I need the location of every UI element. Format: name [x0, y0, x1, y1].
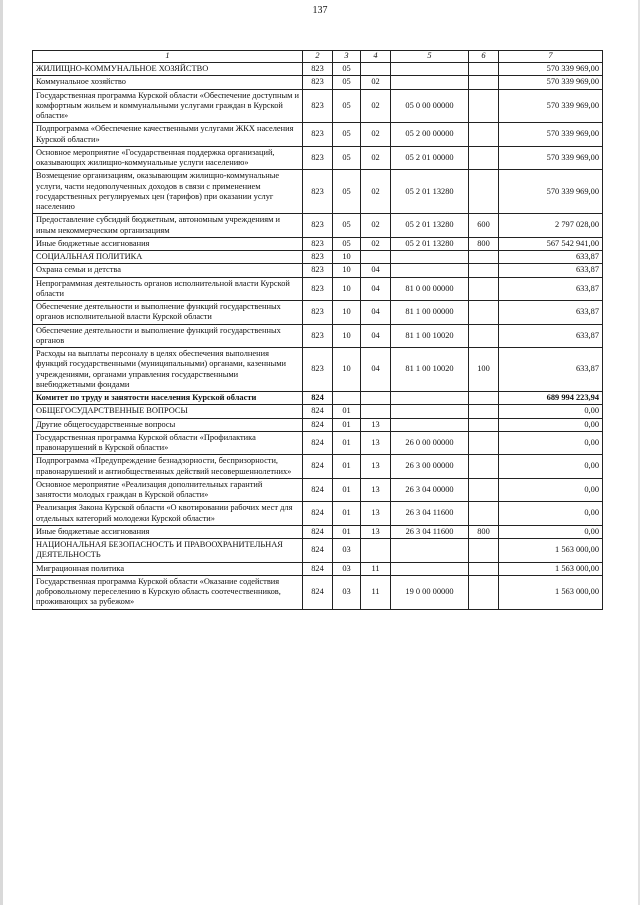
- row-amount-cell: 2 797 028,00: [499, 214, 603, 238]
- row-department-code-cell: 823: [303, 89, 333, 123]
- row-target-article-cell: [391, 392, 469, 405]
- row-section-code-cell: [333, 392, 361, 405]
- column-header: 6: [469, 51, 499, 63]
- row-department-code-cell: 824: [303, 392, 333, 405]
- row-target-article-cell: 19 0 00 00000: [391, 575, 469, 609]
- row-name-cell: Расходы на выплаты персоналу в целях обеспечения выполнения функций государственными (муниципальными) органами, казенными учреждениями, органами управления государственными внебюджетными фондами: [33, 348, 303, 392]
- row-target-article-cell: 26 0 00 00000: [391, 431, 469, 455]
- row-expense-type-cell: [469, 301, 499, 325]
- row-department-code-cell: 823: [303, 170, 333, 214]
- row-amount-cell: 0,00: [499, 525, 603, 538]
- row-expense-type-cell: 800: [469, 525, 499, 538]
- row-section-code-cell: 05: [333, 146, 361, 170]
- row-department-code-cell: 824: [303, 405, 333, 418]
- row-department-code-cell: 823: [303, 214, 333, 238]
- row-target-article-cell: [391, 418, 469, 431]
- row-section-code-cell: 05: [333, 214, 361, 238]
- row-target-article-cell: 26 3 04 11600: [391, 502, 469, 526]
- row-expense-type-cell: [469, 89, 499, 123]
- row-subsection-code-cell: 13: [361, 431, 391, 455]
- row-amount-cell: 633,87: [499, 251, 603, 264]
- table-body: [33, 63, 603, 610]
- row-subsection-code-cell: 13: [361, 525, 391, 538]
- table-row: [33, 392, 603, 405]
- row-amount-cell: 633,87: [499, 301, 603, 325]
- row-department-code-cell: 824: [303, 562, 333, 575]
- row-section-code-cell: 03: [333, 539, 361, 563]
- row-department-code-cell: 823: [303, 264, 333, 277]
- table-row: [33, 348, 603, 392]
- column-header: 7: [499, 51, 603, 63]
- row-amount-cell: 633,87: [499, 324, 603, 348]
- row-section-code-cell: 01: [333, 502, 361, 526]
- row-target-article-cell: [391, 63, 469, 76]
- table-row: [33, 146, 603, 170]
- table-row: [33, 277, 603, 301]
- row-section-code-cell: 10: [333, 324, 361, 348]
- row-section-code-cell: 01: [333, 525, 361, 538]
- row-target-article-cell: 26 3 04 11600: [391, 525, 469, 538]
- column-header: 2: [303, 51, 333, 63]
- row-target-article-cell: [391, 76, 469, 89]
- row-department-code-cell: 824: [303, 431, 333, 455]
- row-department-code-cell: 824: [303, 478, 333, 502]
- budget-table: [32, 50, 603, 610]
- row-subsection-code-cell: 02: [361, 89, 391, 123]
- row-expense-type-cell: 600: [469, 214, 499, 238]
- table-row: [33, 63, 603, 76]
- row-amount-cell: 0,00: [499, 455, 603, 479]
- table-row: [33, 455, 603, 479]
- column-header: 5: [391, 51, 469, 63]
- row-amount-cell: 689 994 223,94: [499, 392, 603, 405]
- row-subsection-code-cell: [361, 63, 391, 76]
- row-target-article-cell: 05 2 01 00000: [391, 146, 469, 170]
- row-department-code-cell: 823: [303, 123, 333, 147]
- row-expense-type-cell: [469, 251, 499, 264]
- row-amount-cell: 570 339 969,00: [499, 170, 603, 214]
- row-subsection-code-cell: 13: [361, 418, 391, 431]
- row-amount-cell: 1 563 000,00: [499, 539, 603, 563]
- row-name-cell: Реализация Закона Курской области «О квотировании рабочих мест для отдельных категорий молодежи Курской области»: [33, 502, 303, 526]
- row-name-cell: Обеспечение деятельности и выполнение функций государственных органов: [33, 324, 303, 348]
- row-name-cell: Непрограммная деятельность органов исполнительной власти Курской области: [33, 277, 303, 301]
- row-section-code-cell: 01: [333, 418, 361, 431]
- row-section-code-cell: 01: [333, 455, 361, 479]
- row-expense-type-cell: [469, 539, 499, 563]
- row-name-cell: Государственная программа Курской области «Профилактика правонарушений в Курской области»: [33, 431, 303, 455]
- row-expense-type-cell: [469, 277, 499, 301]
- row-name-cell: Государственная программа Курской области «Обеспечение доступным и комфортным жильем и коммунальными услугами граждан в Курской области»: [33, 89, 303, 123]
- row-section-code-cell: 03: [333, 562, 361, 575]
- row-department-code-cell: 823: [303, 146, 333, 170]
- row-subsection-code-cell: [361, 392, 391, 405]
- table-row: [33, 431, 603, 455]
- table-row: [33, 502, 603, 526]
- row-expense-type-cell: 800: [469, 237, 499, 250]
- row-amount-cell: 0,00: [499, 418, 603, 431]
- row-expense-type-cell: [469, 455, 499, 479]
- row-department-code-cell: 823: [303, 348, 333, 392]
- row-name-cell: Комитет по труду и занятости населения Курской области: [33, 392, 303, 405]
- row-department-code-cell: 824: [303, 455, 333, 479]
- table-row: [33, 214, 603, 238]
- row-department-code-cell: 823: [303, 251, 333, 264]
- table-row: [33, 301, 603, 325]
- row-subsection-code-cell: 04: [361, 264, 391, 277]
- row-expense-type-cell: [469, 478, 499, 502]
- row-expense-type-cell: [469, 264, 499, 277]
- row-amount-cell: 570 339 969,00: [499, 76, 603, 89]
- row-section-code-cell: 10: [333, 348, 361, 392]
- row-target-article-cell: 26 3 00 00000: [391, 455, 469, 479]
- row-amount-cell: 1 563 000,00: [499, 575, 603, 609]
- row-name-cell: Обеспечение деятельности и выполнение функций государственных органов исполнительной власти Курской области: [33, 301, 303, 325]
- table-row: [33, 123, 603, 147]
- row-subsection-code-cell: 02: [361, 76, 391, 89]
- row-section-code-cell: 05: [333, 63, 361, 76]
- table-row: [33, 170, 603, 214]
- row-expense-type-cell: [469, 418, 499, 431]
- row-amount-cell: 633,87: [499, 348, 603, 392]
- row-expense-type-cell: [469, 392, 499, 405]
- table-row: [33, 418, 603, 431]
- row-section-code-cell: 01: [333, 405, 361, 418]
- row-section-code-cell: 10: [333, 264, 361, 277]
- table-row: [33, 324, 603, 348]
- page-number: 137: [312, 5, 328, 16]
- row-name-cell: Возмещение организациям, оказывающим жилищно-коммунальные услуги, части недополученных доходов в связи с применением государственных регулируемых цен (тарифов) при оказании услуг населению: [33, 170, 303, 214]
- row-target-article-cell: [391, 405, 469, 418]
- row-department-code-cell: 824: [303, 418, 333, 431]
- row-target-article-cell: 81 0 00 00000: [391, 277, 469, 301]
- column-header: 1: [33, 51, 303, 63]
- row-department-code-cell: 824: [303, 575, 333, 609]
- row-section-code-cell: 05: [333, 237, 361, 250]
- row-department-code-cell: 823: [303, 324, 333, 348]
- row-section-code-cell: 03: [333, 575, 361, 609]
- row-name-cell: Охрана семьи и детства: [33, 264, 303, 277]
- row-name-cell: Подпрограмма «Предупреждение безнадзорности, беспризорности, правонарушений и антиобщественных действий несовершеннолетних»: [33, 455, 303, 479]
- row-name-cell: Предоставление субсидий бюджетным, автономным учреждениям и иным некоммерческим организациям: [33, 214, 303, 238]
- row-target-article-cell: 26 3 04 00000: [391, 478, 469, 502]
- row-amount-cell: 570 339 969,00: [499, 63, 603, 76]
- row-section-code-cell: 10: [333, 277, 361, 301]
- row-subsection-code-cell: 02: [361, 146, 391, 170]
- row-expense-type-cell: 100: [469, 348, 499, 392]
- row-amount-cell: 633,87: [499, 277, 603, 301]
- table-row: [33, 251, 603, 264]
- table-row: [33, 405, 603, 418]
- row-amount-cell: 0,00: [499, 431, 603, 455]
- row-name-cell: Государственная программа Курской области «Оказание содействия добровольному переселению в Курскую область соотечественников, проживающих за рубежом»: [33, 575, 303, 609]
- row-expense-type-cell: [469, 575, 499, 609]
- row-name-cell: Миграционная политика: [33, 562, 303, 575]
- row-target-article-cell: 05 0 00 00000: [391, 89, 469, 123]
- row-expense-type-cell: [469, 562, 499, 575]
- row-section-code-cell: 05: [333, 89, 361, 123]
- row-section-code-cell: 10: [333, 251, 361, 264]
- row-department-code-cell: 823: [303, 277, 333, 301]
- table-row: [33, 525, 603, 538]
- table-row: [33, 76, 603, 89]
- row-expense-type-cell: [469, 324, 499, 348]
- row-target-article-cell: [391, 264, 469, 277]
- row-amount-cell: 0,00: [499, 502, 603, 526]
- table-row: [33, 562, 603, 575]
- row-name-cell: Подпрограмма «Обеспечение качественными услугами ЖКХ населения Курской области»: [33, 123, 303, 147]
- row-name-cell: НАЦИОНАЛЬНАЯ БЕЗОПАСНОСТЬ И ПРАВООХРАНИТЕЛЬНАЯ ДЕЯТЕЛЬНОСТЬ: [33, 539, 303, 563]
- row-section-code-cell: 05: [333, 170, 361, 214]
- row-target-article-cell: 81 1 00 10020: [391, 324, 469, 348]
- table-row: [33, 89, 603, 123]
- table-row: [33, 264, 603, 277]
- row-name-cell: Другие общегосударственные вопросы: [33, 418, 303, 431]
- row-amount-cell: 570 339 969,00: [499, 123, 603, 147]
- row-name-cell: ЖИЛИЩНО-КОММУНАЛЬНОЕ ХОЗЯЙСТВО: [33, 63, 303, 76]
- row-subsection-code-cell: [361, 251, 391, 264]
- row-department-code-cell: 823: [303, 237, 333, 250]
- row-amount-cell: 1 563 000,00: [499, 562, 603, 575]
- row-amount-cell: 567 542 941,00: [499, 237, 603, 250]
- row-expense-type-cell: [469, 76, 499, 89]
- row-subsection-code-cell: 13: [361, 502, 391, 526]
- row-department-code-cell: 824: [303, 502, 333, 526]
- row-expense-type-cell: [469, 502, 499, 526]
- row-expense-type-cell: [469, 170, 499, 214]
- row-target-article-cell: [391, 562, 469, 575]
- row-name-cell: Иные бюджетные ассигнования: [33, 237, 303, 250]
- row-section-code-cell: 10: [333, 301, 361, 325]
- column-header: 3: [333, 51, 361, 63]
- row-amount-cell: 633,87: [499, 264, 603, 277]
- row-department-code-cell: 824: [303, 525, 333, 538]
- row-target-article-cell: 05 2 01 13280: [391, 237, 469, 250]
- row-department-code-cell: 823: [303, 301, 333, 325]
- row-subsection-code-cell: 02: [361, 123, 391, 147]
- row-section-code-cell: 05: [333, 76, 361, 89]
- row-target-article-cell: 05 2 01 13280: [391, 170, 469, 214]
- row-amount-cell: 570 339 969,00: [499, 89, 603, 123]
- row-name-cell: Иные бюджетные ассигнования: [33, 525, 303, 538]
- row-section-code-cell: 01: [333, 478, 361, 502]
- row-section-code-cell: 05: [333, 123, 361, 147]
- row-target-article-cell: [391, 539, 469, 563]
- row-amount-cell: 570 339 969,00: [499, 146, 603, 170]
- row-name-cell: СОЦИАЛЬНАЯ ПОЛИТИКА: [33, 251, 303, 264]
- row-department-code-cell: 823: [303, 63, 333, 76]
- row-subsection-code-cell: 04: [361, 277, 391, 301]
- row-name-cell: Коммунальное хозяйство: [33, 76, 303, 89]
- row-subsection-code-cell: 04: [361, 301, 391, 325]
- row-target-article-cell: 05 2 01 13280: [391, 214, 469, 238]
- row-subsection-code-cell: 04: [361, 324, 391, 348]
- row-target-article-cell: 05 2 00 00000: [391, 123, 469, 147]
- row-subsection-code-cell: 13: [361, 478, 391, 502]
- row-department-code-cell: 824: [303, 539, 333, 563]
- row-expense-type-cell: [469, 63, 499, 76]
- row-department-code-cell: 823: [303, 76, 333, 89]
- row-subsection-code-cell: 02: [361, 237, 391, 250]
- column-header: 4: [361, 51, 391, 63]
- row-subsection-code-cell: [361, 405, 391, 418]
- table-row: [33, 575, 603, 609]
- row-subsection-code-cell: 02: [361, 170, 391, 214]
- table-row: [33, 539, 603, 563]
- row-target-article-cell: 81 1 00 00000: [391, 301, 469, 325]
- row-expense-type-cell: [469, 146, 499, 170]
- row-name-cell: ОБЩЕГОСУДАРСТВЕННЫЕ ВОПРОСЫ: [33, 405, 303, 418]
- row-subsection-code-cell: 13: [361, 455, 391, 479]
- row-subsection-code-cell: 02: [361, 214, 391, 238]
- column-header-row: [33, 51, 603, 63]
- table-row: [33, 237, 603, 250]
- row-target-article-cell: [391, 251, 469, 264]
- row-amount-cell: 0,00: [499, 405, 603, 418]
- row-expense-type-cell: [469, 123, 499, 147]
- row-expense-type-cell: [469, 431, 499, 455]
- scan-edge-left: [0, 0, 3, 905]
- row-name-cell: Основное мероприятие «Государственная поддержка организаций, оказывающих жилищно-коммунальные услуги населению»: [33, 146, 303, 170]
- row-expense-type-cell: [469, 405, 499, 418]
- row-subsection-code-cell: [361, 539, 391, 563]
- table-row: [33, 478, 603, 502]
- row-amount-cell: 0,00: [499, 478, 603, 502]
- row-section-code-cell: 01: [333, 431, 361, 455]
- row-subsection-code-cell: 11: [361, 562, 391, 575]
- row-name-cell: Основное мероприятие «Реализация дополнительных гарантий занятости молодых граждан в Курской области»: [33, 478, 303, 502]
- row-subsection-code-cell: 04: [361, 348, 391, 392]
- row-subsection-code-cell: 11: [361, 575, 391, 609]
- row-target-article-cell: 81 1 00 10020: [391, 348, 469, 392]
